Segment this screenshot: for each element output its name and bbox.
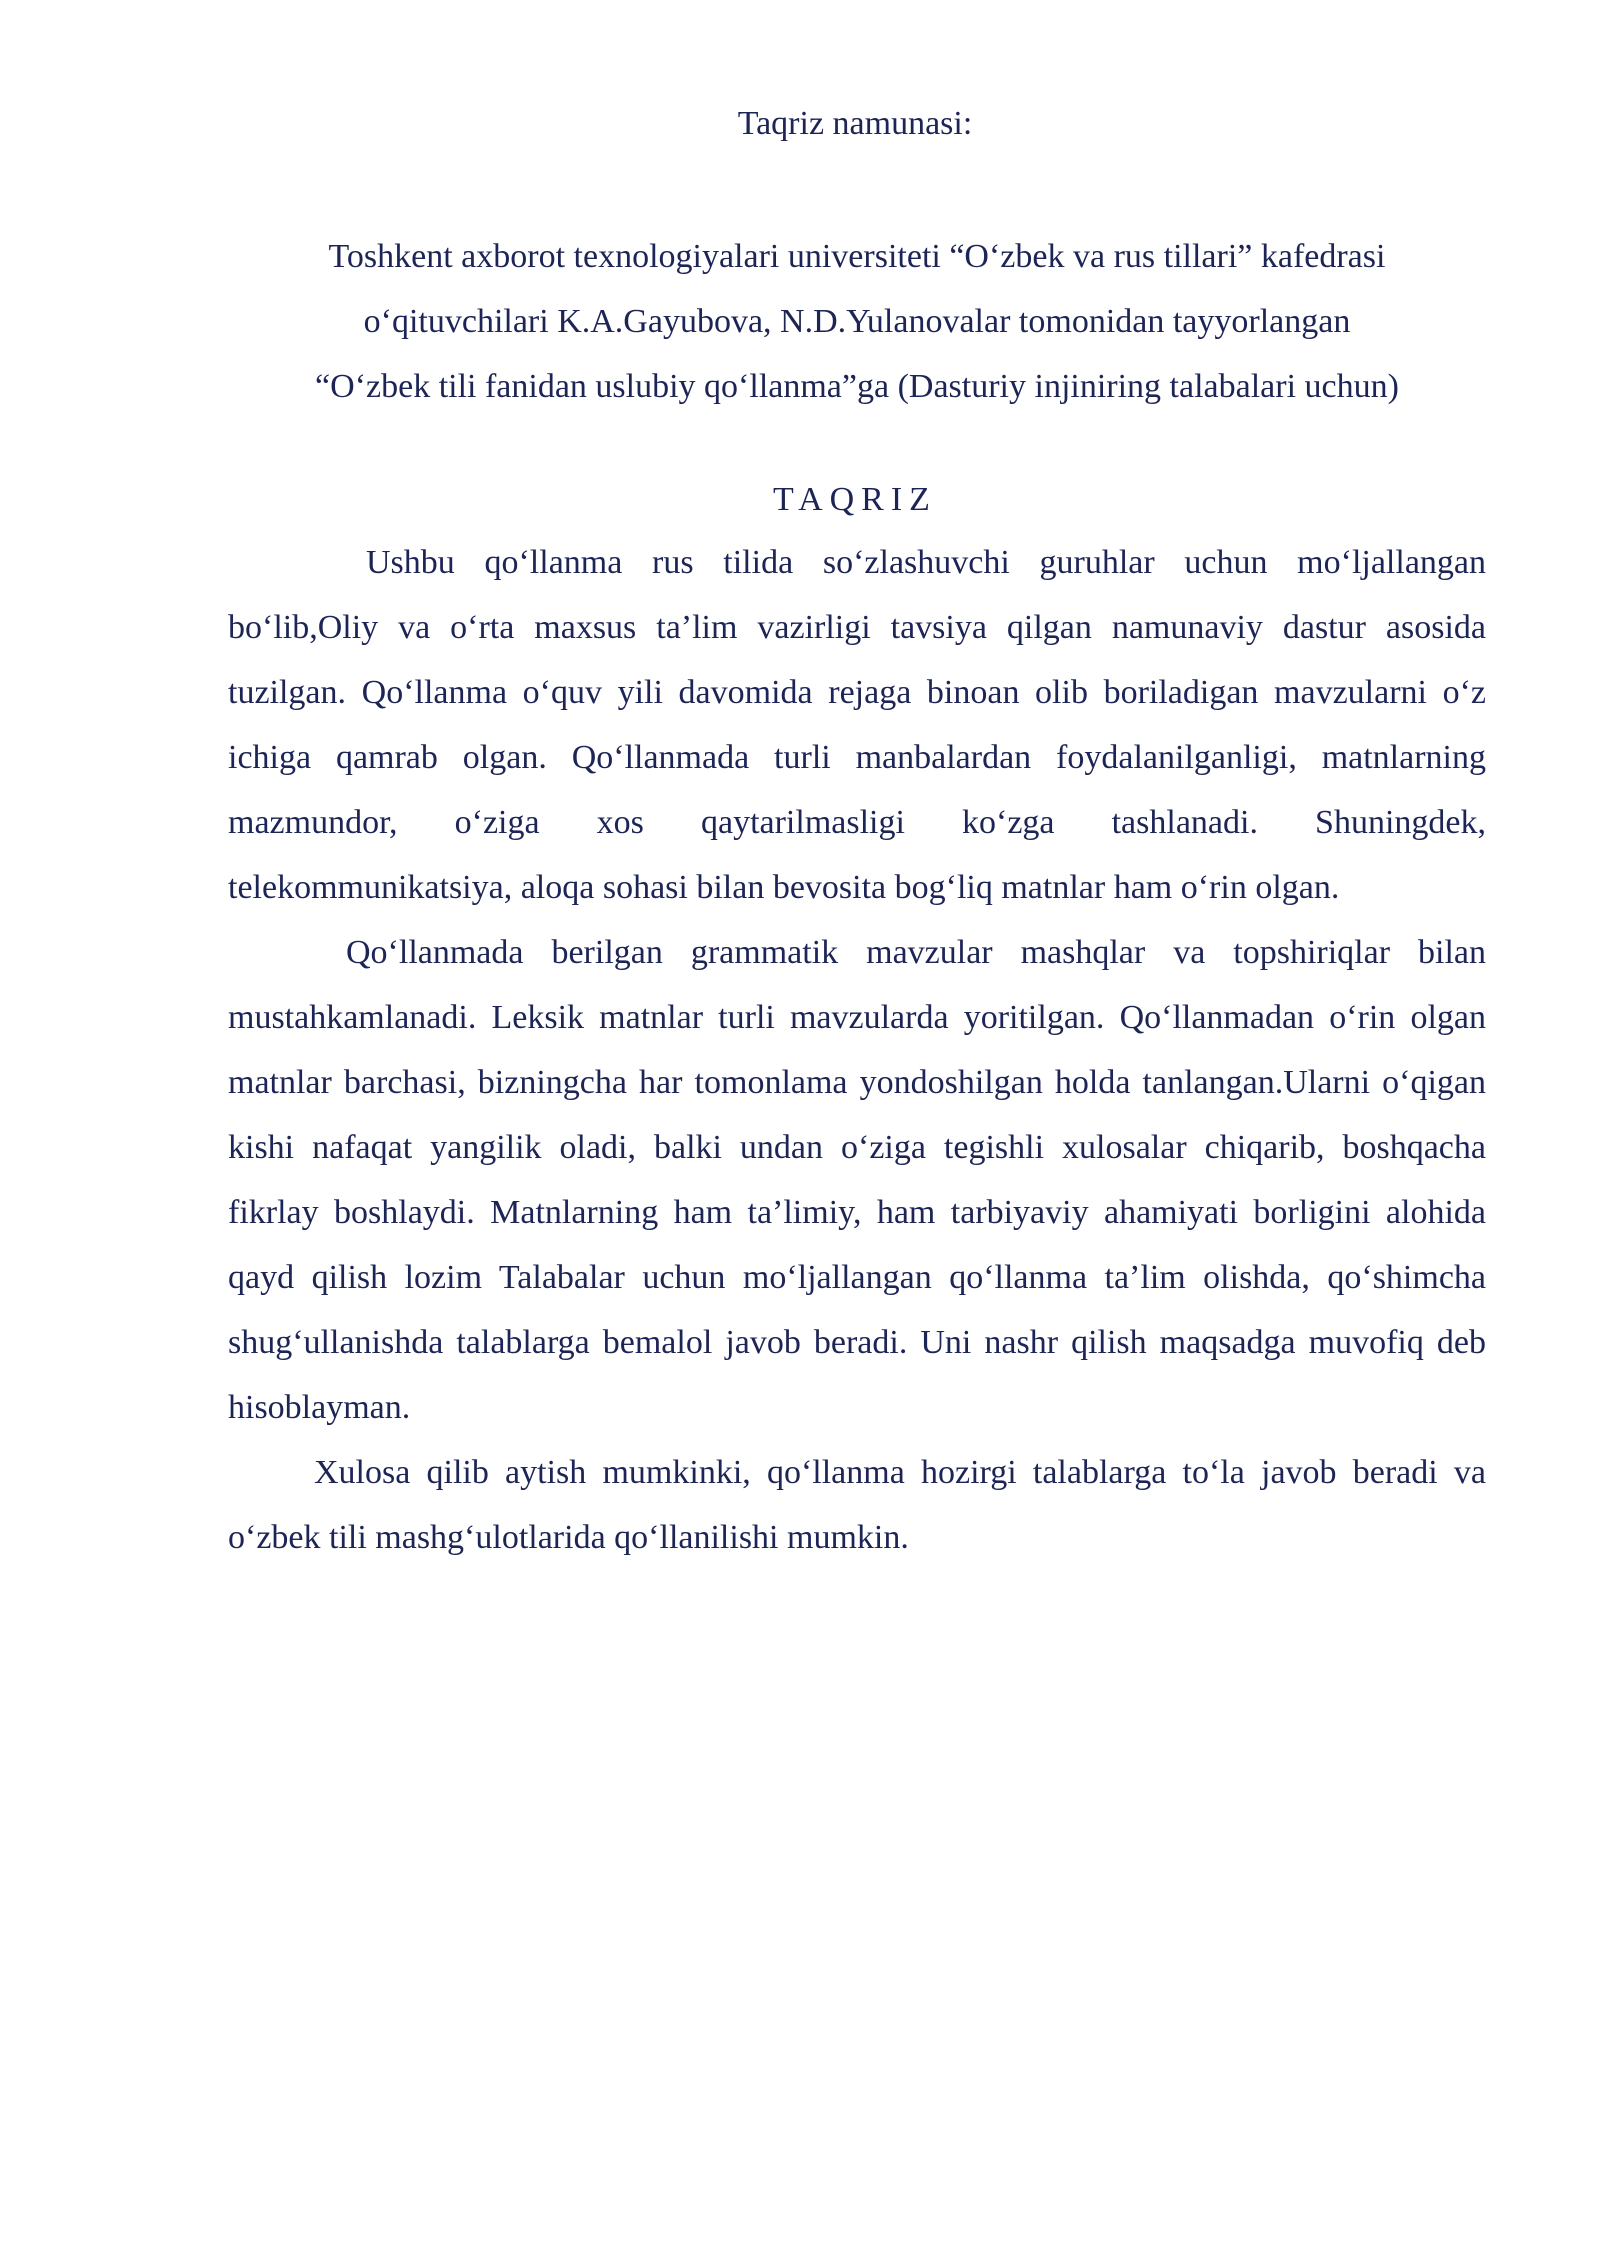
subject-line: “O‘zbek tili fanidan uslubiy qo‘llanma”ga (Dasturiy injiniring talabalari uchun) [315, 368, 1399, 405]
paragraph: Qo‘llanmada berilgan grammatik mavzular mashqlar va topshiriqlar bilan mustahkamlanadi. Leksik matnlar turli mavzularda yoritilgan. Qo‘llanmadan o‘rin olgan matnlar barchasi, bizningcha har tomonlama yondoshilgan holda tanlangan.Ularni o‘qigan kishi nafaqat yangilik oladi, balki undan o‘ziga tegishli xulosalar chiqarib, boshqacha fikrlay boshlaydi. Matnlarning ham ta’limiy, ham tarbiyaviy ahamiyati borligini alohida qayd qilish lozim Talabalar uchun mo‘ljallangan qo‘llanma ta’lim olishda, qo‘shimcha shug‘ullanishda talablarga bemalol javob beradi. Uni nashr qilish maqsadga muvofiq deb hisoblayman. [228, 934, 1486, 1426]
review-body [228, 530, 1486, 1570]
paragraph: Ushbu qo‘llanma rus tilida so‘zlashuvchi guruhlar uchun mo‘ljallangan bo‘lib,Oliy va o‘rta maxsus ta’lim vazirligi tavsiya qilgan namunaviy dastur asosida tuzilgan. Qo‘llanma o‘quv yili davomida rejaga binoan olib boriladigan mavzularni o‘z ichiga qamrab olgan. Qo‘llanmada turli manbalardan foydalanilganligi, matnlarning mazmundor, o‘ziga xos qaytarilmasligi ko‘zga tashlanadi. Shuningdek, telekommunikatsiya, aloqa sohasi bilan bevosita bog‘liq matnlar ham o‘rin olgan. [228, 544, 1486, 906]
subject-line: Toshkent axborot texnologiyalari universiteti “O‘zbek va rus tillari” kafedrasi [328, 238, 1386, 275]
review-title: TAQRIZ [773, 481, 937, 518]
review-subject [228, 224, 1486, 419]
subject-line: o‘qituvchilari K.A.Gayubova, N.D.Yulanovalar tomonidan tayyorlangan [363, 303, 1351, 340]
document-heading: Taqriz namunasi: [737, 105, 973, 142]
paragraph: Xulosa qilib aytish mumkinki, qo‘llanma hozirgi talablarga to‘la javob beradi va o‘zbek tili mashg‘ulotlarida qo‘llanilishi mumkin. [228, 1454, 1486, 1556]
